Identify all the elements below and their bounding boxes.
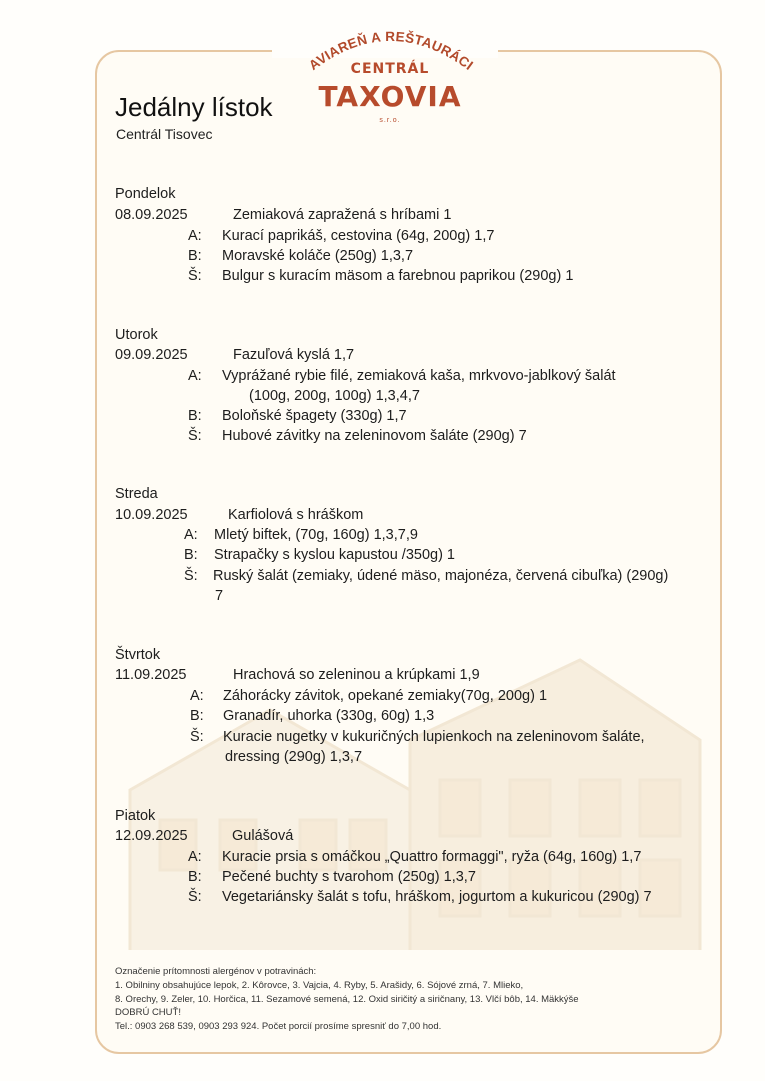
day-name: Piatok <box>115 808 156 824</box>
soup: Hrachová so zeleninou a krúpkami 1,9 <box>233 667 480 683</box>
item-tag: Š: <box>184 568 198 584</box>
item-text-cont: (100g, 200g, 100g) 1,3,4,7 <box>249 388 420 404</box>
logo-arc-text: KAVIAREŇ A REŠTAURÁCIA <box>294 6 477 74</box>
item-text: Kuracie prsia s omáčkou „Quattro formaggi", ryža (64g, 160g) 1,7 <box>222 849 642 865</box>
allergen-heading: Označenie prítomnosti alergénov v potravinách: <box>115 966 317 977</box>
soup: Karfiolová s hráškom <box>228 507 364 523</box>
item-tag: B: <box>190 708 204 724</box>
greeting: DOBRÚ CHUŤ! <box>115 1007 181 1018</box>
day-name: Pondelok <box>115 186 176 202</box>
day-date: 11.09.2025 <box>115 667 187 683</box>
item-text: Pečené buchty s tvarohom (250g) 1,3,7 <box>222 869 476 885</box>
day-date: 09.09.2025 <box>115 347 188 363</box>
item-tag: A: <box>184 527 198 543</box>
item-text: Vyprážané rybie filé, zemiaková kaša, mrkvovo-jablkový šalát <box>222 368 616 384</box>
soup: Fazuľová kyslá 1,7 <box>233 347 355 363</box>
soup: Zemiaková zapražená s hríbami 1 <box>233 207 452 223</box>
logo-brand: TAXOVIA <box>318 80 462 113</box>
day-date: 08.09.2025 <box>115 207 188 223</box>
soup: Gulášová <box>232 828 294 844</box>
item-text: Hubové závitky na zeleninovom šaláte (290g) 7 <box>222 428 527 444</box>
item-tag: A: <box>188 228 202 244</box>
item-tag: Š: <box>188 428 202 444</box>
item-tag: A: <box>188 368 202 384</box>
item-text-cont: dressing (290g) 1,3,7 <box>225 749 363 765</box>
day-name: Štvrtok <box>115 647 161 663</box>
item-text: Boloňské špagety (330g) 1,7 <box>222 408 407 424</box>
item-text: Strapačky s kyslou kapustou /350g) 1 <box>214 547 455 563</box>
item-text: Mletý biftek, (70g, 160g) 1,3,7,9 <box>214 527 418 543</box>
item-tag: A: <box>188 849 202 865</box>
item-text: Granadír, uhorka (330g, 60g) 1,3 <box>223 708 435 724</box>
item-tag: B: <box>188 869 202 885</box>
day-name: Utorok <box>115 327 158 343</box>
day-date: 12.09.2025 <box>115 828 188 844</box>
item-tag: Š: <box>188 889 202 905</box>
item-text: Vegetariánsky šalát s tofu, hráškom, jogurtom a kukuricou (290g) 7 <box>222 889 652 905</box>
item-text: Kuracie nugetky v kukuričných lupienkoch na zeleninovom šaláte, <box>223 729 645 745</box>
item-tag: A: <box>190 688 204 704</box>
item-text: Bulgur s kuracím mäsom a farebnou paprikou (290g) 1 <box>222 268 574 284</box>
item-tag: Š: <box>188 268 202 284</box>
restaurant-logo <box>294 6 480 136</box>
item-text: Ruský šalát (zemiaky, údené mäso, majonéza, červená cibuľka) (290g) <box>213 568 669 584</box>
day-date: 10.09.2025 <box>115 507 188 523</box>
item-text: Záhorácky závitok, opekané zemiaky(70g, 200g) 1 <box>223 688 548 704</box>
item-text-cont: 7 <box>215 588 224 604</box>
allergen-list: 1. Obilniny obsahujúce lepok, 2. Kôrovce, 3. Vajcia, 4. Ryby, 5. Arašidy, 6. Sójové zrná, 7. Mlieko, <box>115 980 524 991</box>
item-tag: B: <box>184 547 198 563</box>
contact-info: Tel.: 0903 268 539, 0903 293 924. Počet porcií prosíme spresniť do 7,00 hod. <box>115 1021 442 1032</box>
item-tag: B: <box>188 248 202 264</box>
item-tag: Š: <box>190 729 204 745</box>
allergen-list: 8. Orechy, 9. Zeler, 10. Horčica, 11. Sezamové semená, 12. Oxid siričitý a siričnany, 13. Vlčí bôb, 14. Mäkkýše <box>115 994 579 1005</box>
item-text: Moravské koláče (250g) 1,3,7 <box>222 248 414 264</box>
page-title: Jedálny lístok <box>115 92 273 122</box>
logo-suffix: s.r.o. <box>379 117 401 124</box>
logo-name: CENTRÁL <box>350 61 430 77</box>
item-tag: B: <box>188 408 202 424</box>
day-name: Streda <box>115 486 158 502</box>
item-text: Kurací paprikáš, cestovina (64g, 200g) 1,7 <box>222 228 495 244</box>
page-subtitle: Centrál Tisovec <box>116 126 213 142</box>
